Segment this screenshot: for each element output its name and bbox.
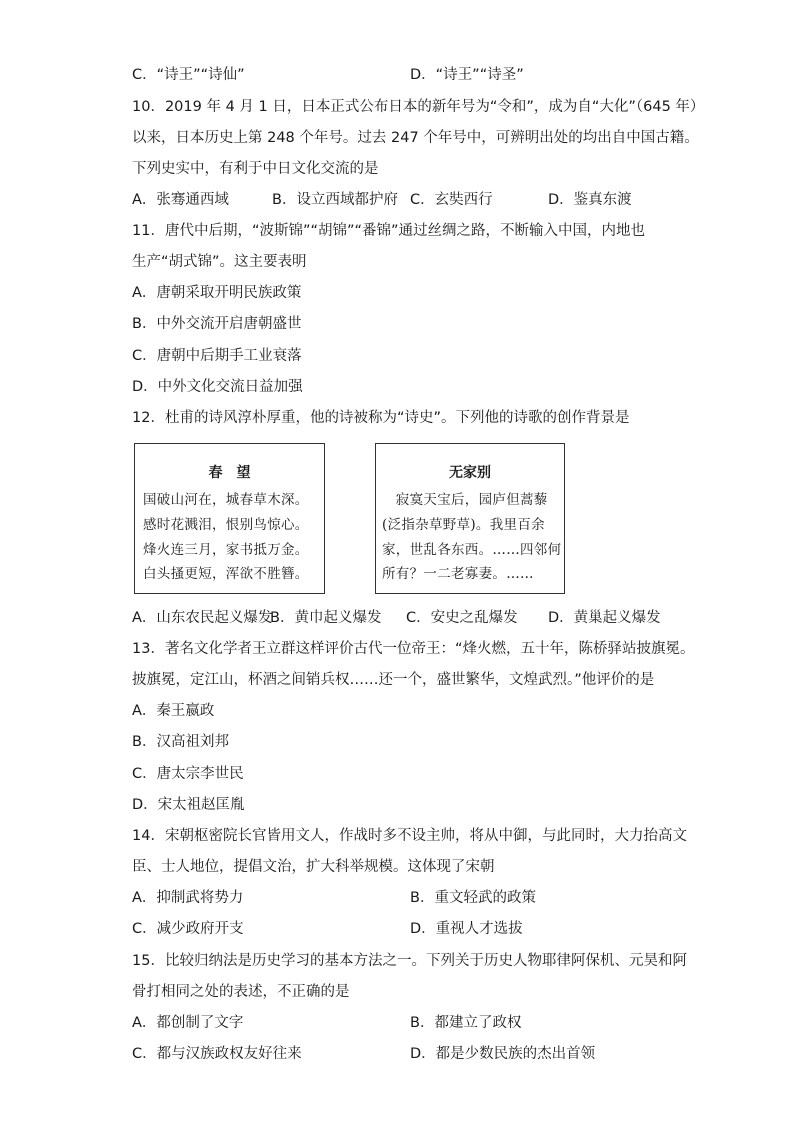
q11-stem-line-1: 11．唐代中后期，“波斯锦”“胡锦”“番锦”通过丝绸之路，不断输入中国，内地也 <box>132 223 646 239</box>
poem-wujiabie-box <box>375 443 565 594</box>
q10-option-c: C．玄奘西行 <box>410 192 493 208</box>
q12-option-a: A．山东农民起义爆发 <box>132 610 273 626</box>
q10-stem-line-2: 以来，日本历史上第 248 个年号。过去 247 个年号中，可辨明出处的均出自中国古籍。 <box>132 130 699 146</box>
poem-wujiabie-line-3: 家，世乱各东西。……四邻何 <box>382 542 562 558</box>
q9-option-d: D．“诗王”“诗圣” <box>410 67 524 83</box>
q10-stem-line-1: 10．2019 年 4 月 1 日，日本正式公布日本的新年号为“令和”，成为自“大化”（645 年） <box>132 99 705 115</box>
q13-option-d: D．宋太祖赵匡胤 <box>132 797 245 813</box>
poem-chunwang-line-2: 感时花溅泪，恨别鸟惊心。 <box>143 517 309 533</box>
poem-wujiabie-line-2: (泛指杂草野草)。我里百余 <box>382 517 545 533</box>
q9-option-c: C．“诗王”“诗仙” <box>132 67 245 83</box>
q11-stem-line-2: 生产“胡式锦”。这主要表明 <box>132 254 307 270</box>
q14-stem-line-1: 14．宋朝枢密院长官皆用文人，作战时多不设主帅，将从中御，与此同时，大力抬高文 <box>132 828 687 844</box>
poem-wujiabie-line-1: 寂寞天宝后，园庐但蒿藜 <box>382 492 548 508</box>
q10-option-b: B．设立西域都护府 <box>272 192 398 208</box>
q11-option-c: C．唐朝中后期手工业衰落 <box>132 348 302 364</box>
q13-stem-line-2: 披旗冕，定江山，杯酒之间销兵权……还一个，盛世繁华，文煌武烈。”他评价的是 <box>132 672 655 688</box>
poem-chunwang-box <box>134 443 325 594</box>
q15-stem-line-1: 15．比较归纳法是历史学习的基本方法之一。下列关于历史人物耶律阿保机、元昊和阿 <box>132 953 687 969</box>
q15-option-d: D．都是少数民族的杰出首领 <box>410 1046 596 1062</box>
q15-option-b: B．都建立了政权 <box>410 1015 522 1031</box>
q14-option-d: D．重视人才选拔 <box>410 921 523 937</box>
q15-option-a: A．都创制了文字 <box>132 1015 244 1031</box>
poem-wujiabie-line-4: 所有？一二老寡妻。…… <box>382 566 534 582</box>
q12-option-d: D．黄巢起义爆发 <box>548 610 661 626</box>
q14-option-c: C．减少政府开支 <box>132 921 244 937</box>
q10-option-d: D．鉴真东渡 <box>548 192 632 208</box>
q14-option-b: B．重文轻武的政策 <box>410 890 536 906</box>
q13-option-c: C．唐太宗李世民 <box>132 766 244 782</box>
q11-option-d: D．中外文化交流日益加强 <box>132 379 303 395</box>
q11-option-b: B．中外交流开启唐朝盛世 <box>132 316 302 332</box>
q13-stem-line-1: 13．著名文化学者王立群这样评价古代一位帝王：“烽火燃，五十年，陈桥驿站披旗冕。 <box>132 641 695 657</box>
q13-option-a: A．秦王嬴政 <box>132 703 215 719</box>
q12-option-b: B．黄巾起义爆发 <box>270 610 382 626</box>
q14-option-a: A．抑制武将势力 <box>132 890 244 906</box>
q14-stem-line-2: 臣、士人地位，提倡文治，扩大科举规模。这体现了宋朝 <box>132 859 495 875</box>
poem-chunwang-line-1: 国破山河在，城春草木深。 <box>143 492 309 508</box>
q12-stem: 12．杜甫的诗风淳朴厚重，他的诗被称为“诗史”。下列他的诗歌的创作背景是 <box>132 410 630 426</box>
q12-option-c: C．安史之乱爆发 <box>406 610 518 626</box>
poem-chunwang-line-4: 白头搔更短，浑欲不胜簪。 <box>143 566 309 582</box>
q15-stem-line-2: 骨打相同之处的表述，不正确的是 <box>132 984 350 1000</box>
q10-option-a: A．张骞通西域 <box>132 192 229 208</box>
poem-chunwang-title: 春 望 <box>208 465 251 481</box>
q10-stem-line-3: 下列史实中，有利于中日文化交流的是 <box>132 161 379 177</box>
poem-wujiabie-title: 无家别 <box>449 465 491 481</box>
poem-chunwang-line-3: 烽火连三月，家书抵万金。 <box>143 542 309 558</box>
q15-option-c: C．都与汉族政权友好往来 <box>132 1046 302 1062</box>
q13-option-b: B．汉高祖刘邦 <box>132 734 229 750</box>
q11-option-a: A．唐朝采取开明民族政策 <box>132 285 302 301</box>
